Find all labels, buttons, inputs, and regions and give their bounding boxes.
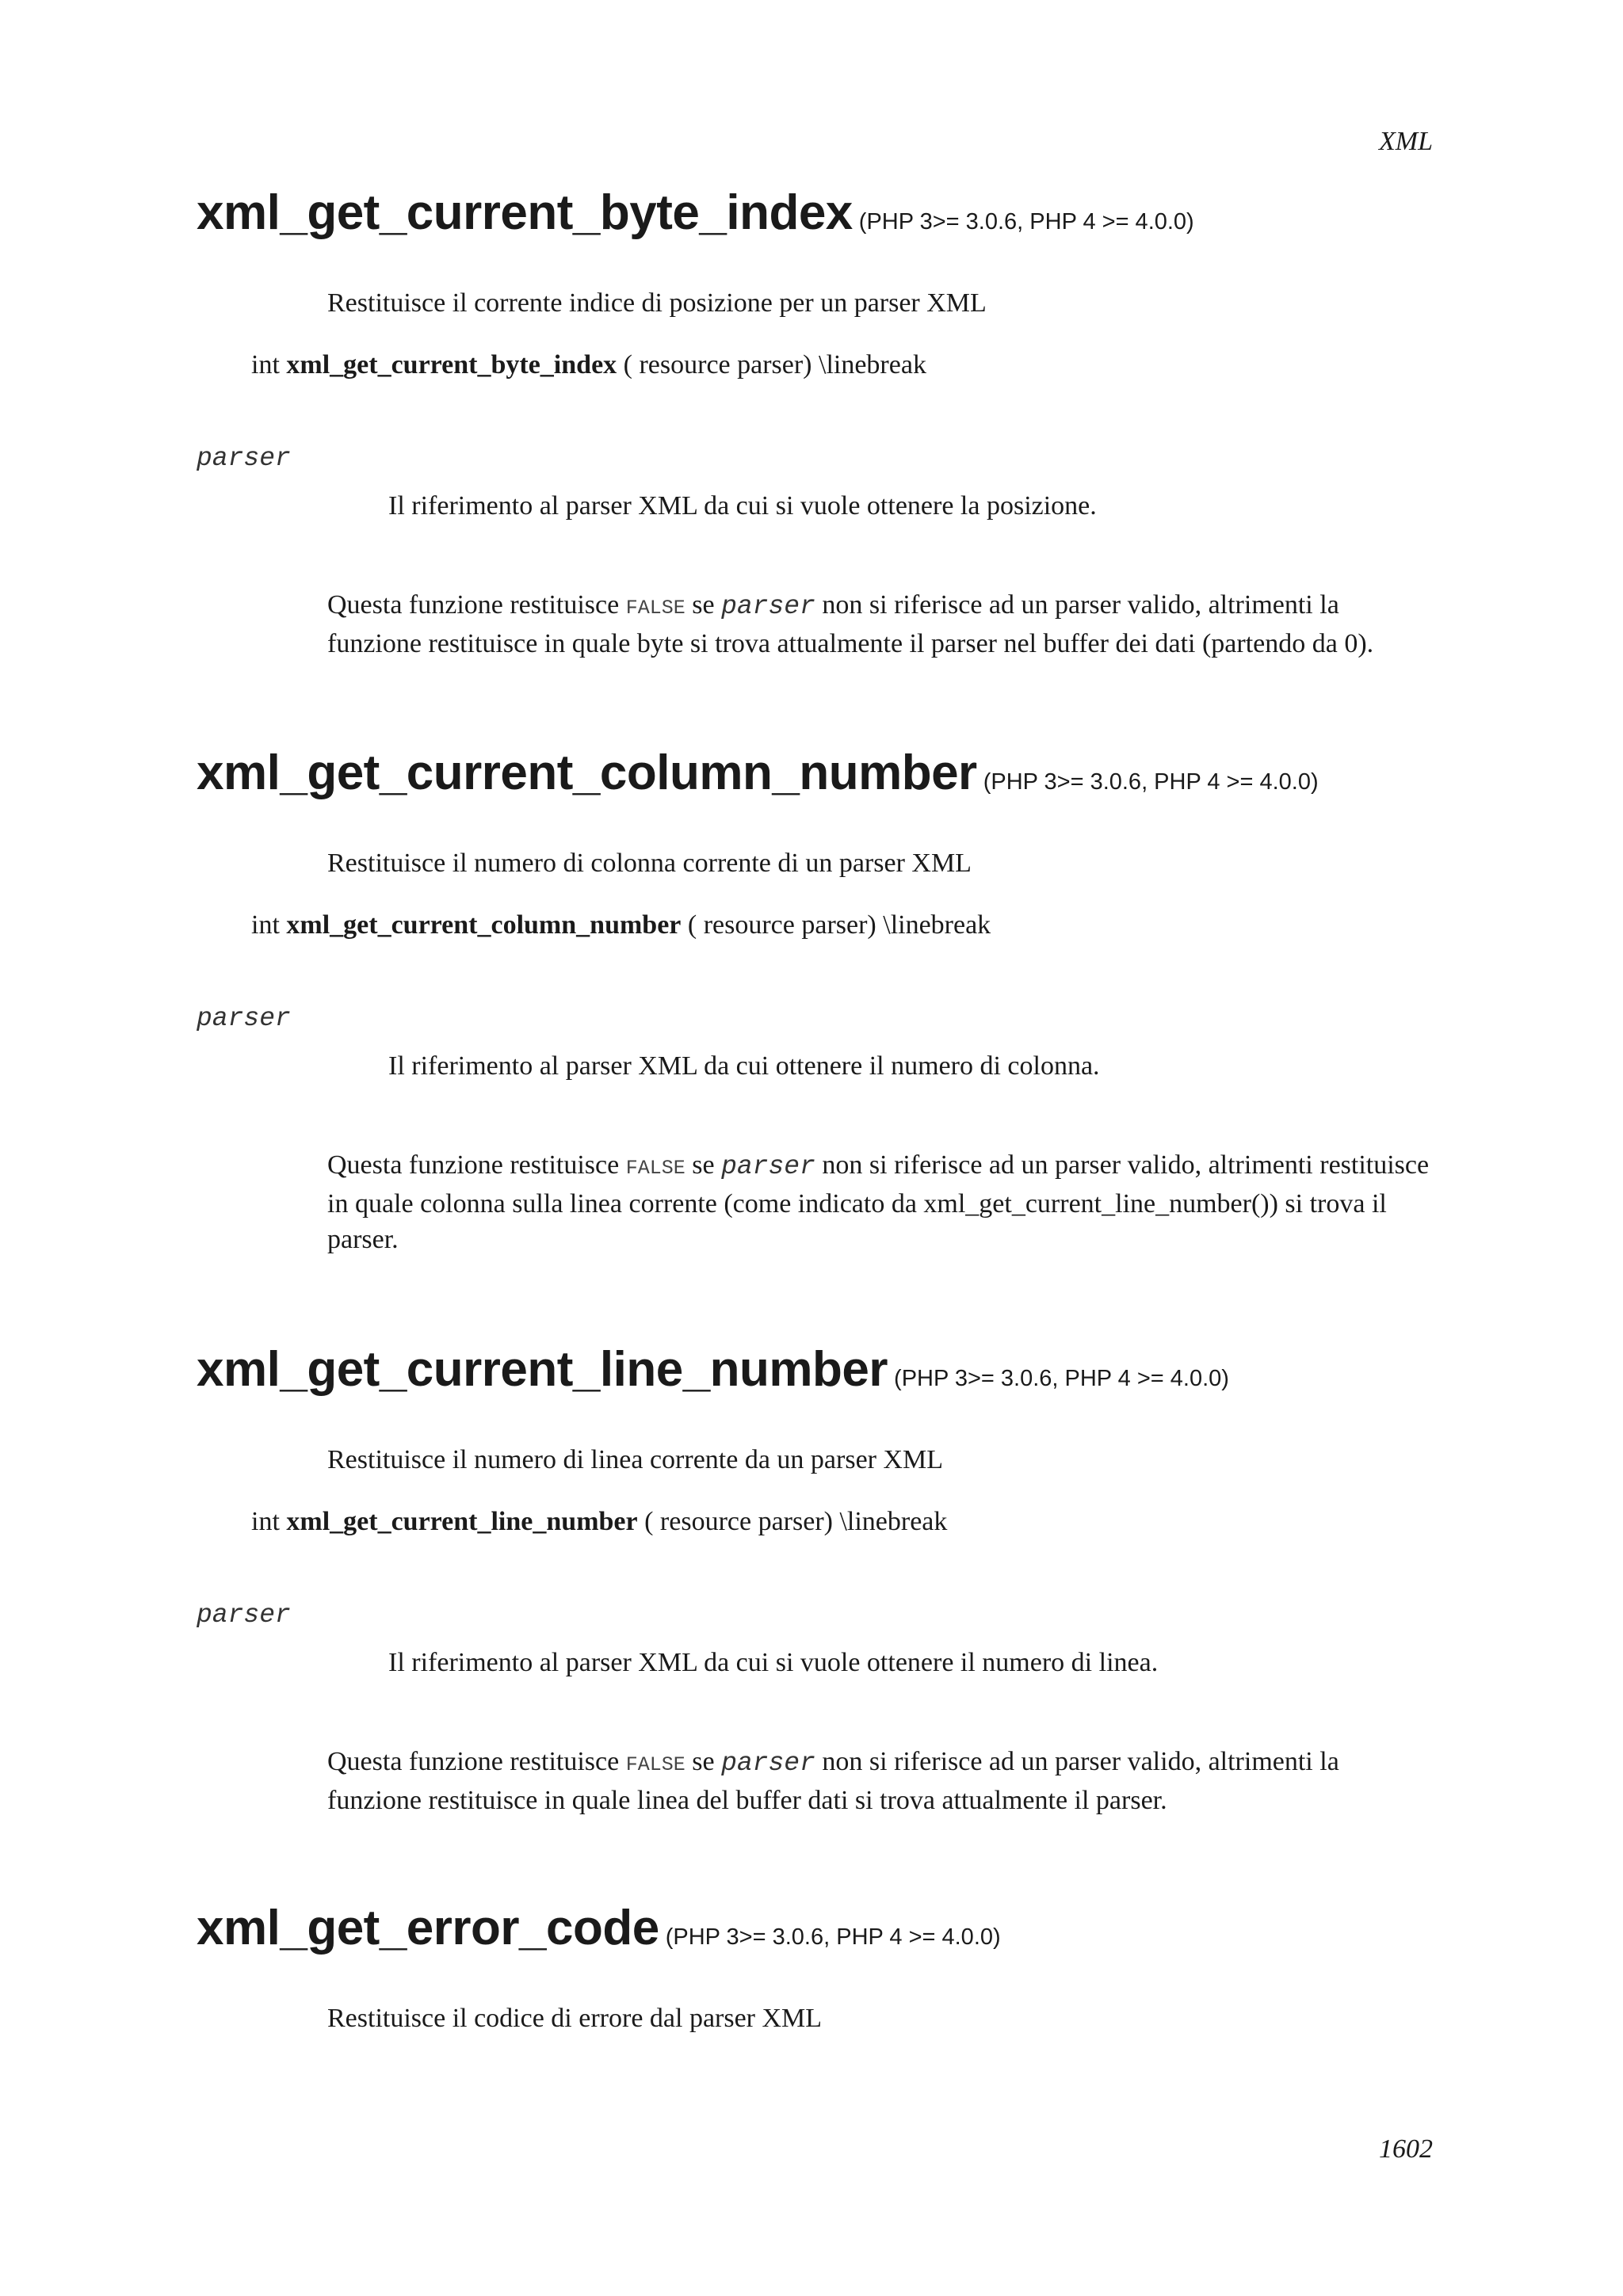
function-purpose: Restituisce il codice di errore dal parser XML (327, 2004, 823, 2033)
synopsis-function-name: xml_get_current_column_number (286, 910, 682, 940)
return-type: int (251, 350, 280, 379)
function-synopsis (251, 910, 991, 940)
function-heading (197, 1341, 1229, 1398)
parameter-reference: parser (721, 592, 815, 621)
parameter-name: parser (197, 444, 291, 473)
function-name: xml_get_current_column_number (197, 746, 977, 800)
function-name: xml_get_current_byte_index (197, 185, 853, 240)
synopsis-function-name: xml_get_current_line_number (286, 1507, 638, 1536)
function-heading (197, 185, 1194, 241)
return-description: Questa funzione restituisce FALSE se parser non si riferisce ad un parser valido, altrimenti la funzione restituisce in quale byte si trova attualmente il parser nel buffer dei dati (partendo da 0). (327, 590, 1374, 658)
version-info: (PHP 3>= 3.0.6, PHP 4 >= 4.0.0) (665, 1924, 1001, 1950)
return-type: int (251, 1507, 280, 1536)
false-constant: FALSE (625, 1157, 685, 1180)
parameter-description: Il riferimento al parser XML da cui si vuole ottenere il numero di linea. (388, 1648, 1159, 1677)
function-heading (197, 1900, 1001, 1956)
parameter-description: Il riferimento al parser XML da cui ottenere il numero di colonna. (388, 1051, 1100, 1081)
function-heading (197, 745, 1319, 801)
function-purpose: Restituisce il numero di colonna corrente di un parser XML (327, 849, 972, 878)
function-name: xml_get_current_line_number (197, 1342, 888, 1397)
synopsis-args: ( resource parser) \linebreak (687, 910, 991, 940)
synopsis-args: ( resource parser) \linebreak (644, 1507, 948, 1536)
function-synopsis (251, 1507, 947, 1537)
version-info: (PHP 3>= 3.0.6, PHP 4 >= 4.0.0) (983, 769, 1319, 795)
running-header: XML (1379, 127, 1433, 156)
parameter-name: parser (197, 1004, 291, 1033)
parameter-description: Il riferimento al parser XML da cui si vuole ottenere la posizione. (388, 491, 1097, 521)
version-info: (PHP 3>= 3.0.6, PHP 4 >= 4.0.0) (894, 1366, 1229, 1391)
function-synopsis (251, 350, 926, 380)
parameter-name: parser (197, 1600, 291, 1630)
false-constant: FALSE (625, 1753, 685, 1776)
synopsis-args: ( resource parser) \linebreak (623, 350, 926, 379)
false-constant: FALSE (625, 597, 685, 620)
function-name: xml_get_error_code (197, 1901, 659, 1955)
page-number: 1602 (1379, 2134, 1433, 2164)
return-description: Questa funzione restituisce FALSE se parser non si riferisce ad un parser valido, altrimenti la funzione restituisce in quale linea del buffer dati si trova attualmente il parser. (327, 1747, 1339, 1815)
return-description: Questa funzione restituisce FALSE se parser non si riferisce ad un parser valido, altrimenti restituisce in quale colonna sulla linea corrente (come indicato da xml_get_current_line_number()) si trova il parser. (327, 1150, 1430, 1254)
synopsis-function-name: xml_get_current_byte_index (286, 350, 617, 379)
function-purpose: Restituisce il corrente indice di posizione per un parser XML (327, 288, 987, 318)
parameter-reference: parser (721, 1749, 815, 1778)
function-purpose: Restituisce il numero di linea corrente da un parser XML (327, 1445, 944, 1474)
return-type: int (251, 910, 280, 940)
version-info: (PHP 3>= 3.0.6, PHP 4 >= 4.0.0) (858, 209, 1194, 235)
parameter-reference: parser (721, 1152, 815, 1181)
